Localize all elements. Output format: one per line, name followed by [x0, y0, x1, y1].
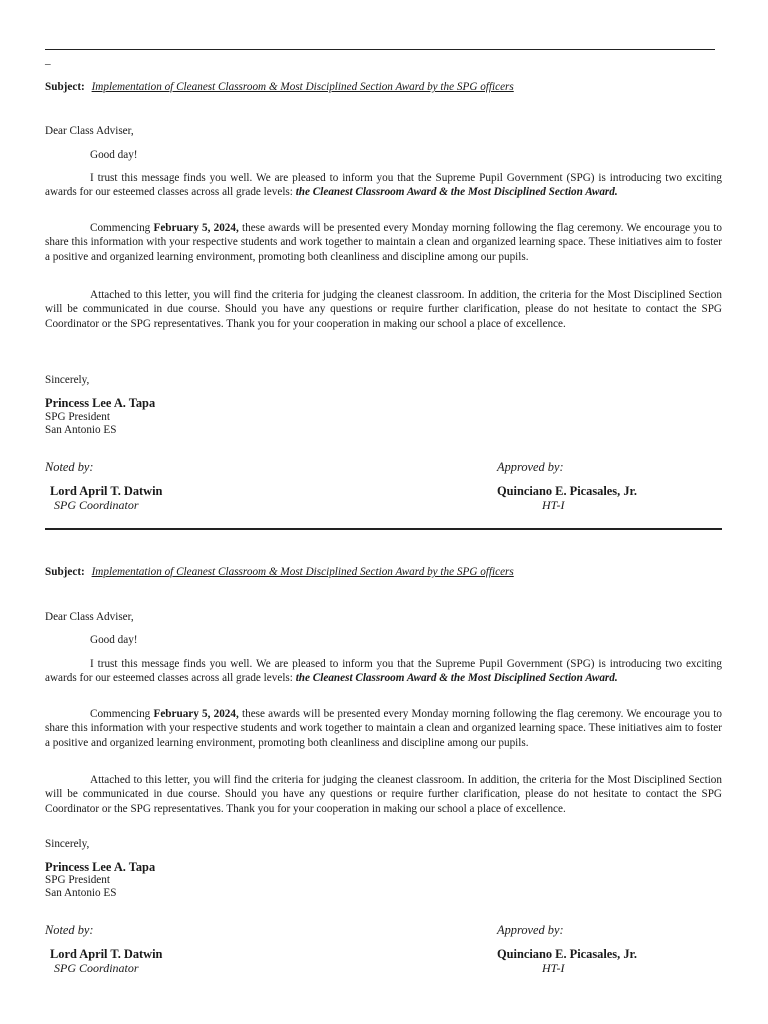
start-date: February 5, 2024,	[153, 222, 239, 234]
approved-label: Approved by:	[497, 460, 564, 474]
paragraph-3	[45, 773, 722, 816]
greeting: Good day!	[90, 149, 138, 161]
paragraph-3	[45, 288, 722, 331]
stray-mark: _	[45, 54, 51, 66]
signatory-title: SPG President	[45, 874, 110, 886]
paragraph-1-text: I trust this message finds you well. We are pleased to inform you that the Supreme Pupil Government (SPG) is introducing two exciting awards for our esteemed classes across all grade levels:	[45, 172, 722, 199]
noted-label: Noted by:	[45, 923, 94, 937]
paragraph-1	[45, 171, 722, 200]
top-rule	[45, 49, 715, 50]
paragraph-2-lead: Commencing	[90, 708, 154, 720]
signatory-school: San Antonio ES	[45, 887, 117, 899]
subject-line	[45, 81, 514, 93]
paragraph-1	[45, 657, 722, 686]
subject-label: Subject:	[45, 566, 85, 578]
paragraph-2-text: these awards will be presented every Monday morning following the flag ceremony. We encourage you to share this information with your respective students and work together to maintain a clean and organized learning space. These initiatives aim to foster a positive and organized learning environment, promoting both cleanliness and discipline among our pupils.	[45, 222, 723, 263]
noted-title: SPG Coordinator	[54, 498, 139, 512]
section-divider	[45, 528, 722, 530]
approved-name: Quinciano E. Picasales, Jr.	[497, 947, 637, 961]
paragraph-3-text: Attached to this letter, you will find the criteria for judging the cleanest classroom. In addition, the criteria for the Most Disciplined Section will be communicated in due course. Should you have any questions or require further clarification, please do not hesitate to contact the SPG Coordinator or the SPG representatives. Thank you for your cooperation in making our school a place of excellence.	[45, 289, 722, 330]
approved-name: Quinciano E. Picasales, Jr.	[497, 484, 637, 498]
approved-title: HT-I	[542, 961, 565, 975]
subject-label: Subject:	[45, 81, 85, 93]
paragraph-2	[45, 221, 722, 264]
start-date: February 5, 2024,	[153, 708, 239, 720]
salutation: Dear Class Adviser,	[45, 125, 134, 137]
paragraph-2-lead: Commencing	[90, 222, 154, 234]
signatory-school: San Antonio ES	[45, 424, 117, 436]
signatory-name: Princess Lee A. Tapa	[45, 396, 156, 410]
award-names: the Cleanest Classroom Award & the Most Disciplined Section Award.	[295, 186, 618, 199]
closing: Sincerely,	[45, 374, 90, 386]
greeting: Good day!	[90, 634, 138, 646]
paragraph-2-text: these awards will be presented every Monday morning following the flag ceremony. We encourage you to share this information with your respective students and work together to maintain a clean and organized learning space. These initiatives aim to foster a positive and organized learning environment, promoting both cleanliness and discipline among our pupils.	[45, 708, 723, 749]
subject-text: Implementation of Cleanest Classroom & Most Disciplined Section Award by the SPG officers	[91, 566, 514, 578]
salutation: Dear Class Adviser,	[45, 611, 134, 623]
signatory-name: Princess Lee A. Tapa	[45, 860, 156, 874]
paragraph-1-text: I trust this message finds you well. We are pleased to inform you that the Supreme Pupil Government (SPG) is introducing two exciting awards for our esteemed classes across all grade levels:	[45, 658, 722, 685]
paragraph-3-text: Attached to this letter, you will find the criteria for judging the cleanest classroom. In addition, the criteria for the Most Disciplined Section will be communicated in due course. Should you have any questions or require further clarification, please do not hesitate to contact the SPG Coordinator or the SPG representatives. Thank you for your cooperation in making our school a place of excellence.	[45, 774, 722, 815]
noted-label: Noted by:	[45, 460, 94, 474]
approved-title: HT-I	[542, 498, 565, 512]
closing: Sincerely,	[45, 838, 90, 850]
subject-text: Implementation of Cleanest Classroom & Most Disciplined Section Award by the SPG officers	[91, 81, 514, 93]
noted-title: SPG Coordinator	[54, 961, 139, 975]
signatory-title: SPG President	[45, 411, 110, 423]
noted-name: Lord April T. Datwin	[50, 484, 163, 498]
award-names: the Cleanest Classroom Award & the Most Disciplined Section Award.	[295, 672, 618, 685]
subject-line	[45, 566, 514, 578]
noted-name: Lord April T. Datwin	[50, 947, 163, 961]
approved-label: Approved by:	[497, 923, 564, 937]
paragraph-2	[45, 707, 722, 750]
